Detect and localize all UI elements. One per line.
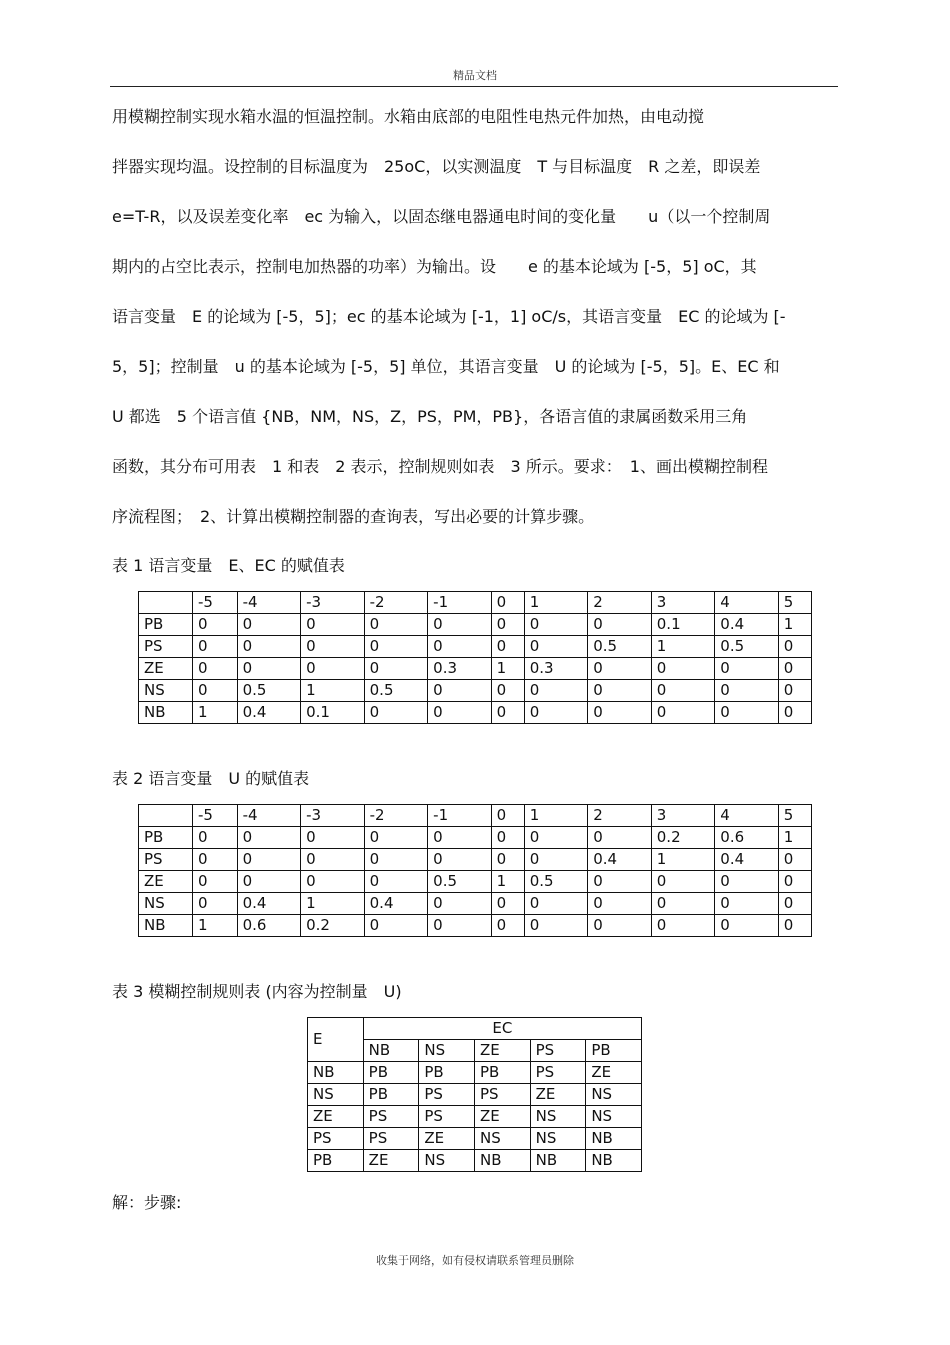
paragraph-line: e=T-R，以及误差变化率 ec 为输入，以固态继电器通电时间的变化量 u（以一个控制周 [112,207,771,226]
row-label: ZE [139,871,193,893]
table-cell: 0 [778,849,811,871]
table3-fuzzy-rules [307,1017,642,1172]
column-header: 0 [491,805,524,827]
column-header: 4 [715,592,779,614]
e-row-label: ZE [308,1106,364,1128]
solution-label: 解：步骤: [112,1193,182,1212]
column-header: -4 [237,592,301,614]
table-cell: 0.5 [237,680,301,702]
table-cell: 1 [301,893,365,915]
rule-cell: NS [530,1106,586,1128]
rule-cell: ZE [419,1128,475,1150]
table-cell: 0.4 [237,893,301,915]
table-cell: 0.2 [301,915,365,937]
table-cell: 0 [524,636,588,658]
table-row [139,658,812,680]
table-cell: 0.5 [715,636,779,658]
table-row [139,849,812,871]
table-cell: 0 [778,871,811,893]
column-header: -1 [428,592,492,614]
table-cell: 0 [193,827,238,849]
table-cell: 0 [237,658,301,680]
rule-cell: NB [474,1150,530,1172]
table-cell: 0 [715,680,779,702]
table-cell: 0 [778,680,811,702]
column-header: 2 [588,805,652,827]
table-cell: 0 [651,702,715,724]
rule-row [308,1084,642,1106]
table-cell: 0.4 [715,614,779,636]
table-cell: 0 [588,702,652,724]
table-row [139,614,812,636]
table-cell: 0 [193,614,238,636]
table-cell: 0 [491,893,524,915]
rule-cell: PS [530,1062,586,1084]
table-cell: 0 [588,915,652,937]
column-header: -5 [193,592,238,614]
table-cell: 0 [428,849,492,871]
table1-membership-e-ec [138,591,812,724]
table-cell: 0 [778,893,811,915]
table-cell: 0 [491,614,524,636]
column-header: 3 [651,805,715,827]
rule-cell: PB [363,1084,419,1106]
rule-cell: NS [586,1106,642,1128]
table-cell: 0 [301,636,365,658]
paragraph-line: 序流程图； 2、计算出模糊控制器的查询表，写出必要的计算步骤。 [112,507,595,526]
column-header: -5 [193,805,238,827]
column-header: 1 [524,805,588,827]
table-cell: 0.1 [301,702,365,724]
table-cell: 1 [193,915,238,937]
table-cell: 1 [778,614,811,636]
rule-cell: PS [363,1128,419,1150]
rule-cell: NS [474,1128,530,1150]
table-cell: 0 [524,915,588,937]
paragraph-line: 语言变量 E 的论域为 [-5，5]；ec 的基本论域为 [-1，1] oC/s，其语言变量 EC 的论域为 [- [112,307,786,326]
table1-caption: 表 1 语言变量 E、EC 的赋值表 [112,556,345,575]
column-header: -2 [364,592,428,614]
table-cell: 0 [301,849,365,871]
table-cell: 0.1 [651,614,715,636]
rule-cell: ZE [530,1084,586,1106]
table-cell: 0 [364,702,428,724]
column-header: 5 [778,805,811,827]
table-cell: 0 [428,614,492,636]
table-cell: 0 [588,658,652,680]
header-rule [110,86,838,87]
table-cell: 0 [428,636,492,658]
table-row [139,915,812,937]
column-header [139,592,193,614]
table-cell: 0 [778,636,811,658]
table-cell: 0 [715,871,779,893]
table-cell: 0.2 [651,827,715,849]
table-cell: 0 [588,827,652,849]
rule-cell: PS [419,1106,475,1128]
table-cell: 0 [237,827,301,849]
table-cell: 0.4 [237,702,301,724]
table-cell: 0 [524,680,588,702]
table-cell: 0 [301,658,365,680]
rule-cell: ZE [474,1106,530,1128]
e-row-label: PS [308,1128,364,1150]
row-label: NB [139,702,193,724]
table-cell: 0 [588,614,652,636]
table-cell: 0 [237,849,301,871]
page-header: 精品文档 [453,69,497,82]
table-row [139,827,812,849]
table-header-row [139,592,812,614]
table-cell: 0.5 [524,871,588,893]
table-cell: 1 [301,680,365,702]
rule-cell: NS [530,1128,586,1150]
column-header: -3 [301,592,365,614]
table-cell: 0.4 [715,849,779,871]
row-label: NS [139,680,193,702]
table-cell: 0 [651,871,715,893]
table-cell: 0 [524,827,588,849]
column-header: 1 [524,592,588,614]
table3-e-header: E [308,1018,364,1062]
column-header: 2 [588,592,652,614]
table-cell: 0 [715,915,779,937]
rule-row [308,1128,642,1150]
table-cell: 0.6 [237,915,301,937]
table-cell: 0 [491,636,524,658]
paragraph-line: 拌器实现均温。设控制的目标温度为 25oC，以实测温度 T 与目标温度 R 之差，即误差 [112,157,761,176]
table-row [139,871,812,893]
table-cell: 0 [428,702,492,724]
table3-header-row [308,1018,642,1040]
rule-cell: PB [363,1062,419,1084]
ec-column-header: PS [530,1040,586,1062]
ec-column-header: NS [419,1040,475,1062]
ec-column-header: PB [586,1040,642,1062]
table-cell: 1 [193,702,238,724]
table-cell: 0.4 [588,849,652,871]
paragraph-line: U 都选 5 个语言值 {NB，NM，NS，Z，PS，PM，PB}，各语言值的隶属函数采用三角 [112,407,748,426]
table-cell: 0 [491,680,524,702]
table-cell: 0 [524,702,588,724]
table-cell: 0 [364,636,428,658]
table-cell: 0.5 [588,636,652,658]
page-footer: 收集于网络，如有侵权请联系管理员删除 [376,1254,574,1267]
table-cell: 0 [491,849,524,871]
column-header: -3 [301,805,365,827]
table-row [139,680,812,702]
table-cell: 0 [715,893,779,915]
table-cell: 0 [364,658,428,680]
e-row-label: NB [308,1062,364,1084]
column-header: 3 [651,592,715,614]
table-cell: 0 [237,614,301,636]
table-cell: 1 [651,849,715,871]
table-cell: 0 [237,636,301,658]
table-cell: 0 [778,915,811,937]
table-cell: 0 [301,871,365,893]
row-label: PS [139,849,193,871]
row-label: PB [139,827,193,849]
table-cell: 0 [524,849,588,871]
table-cell: 0 [428,893,492,915]
table-cell: 0 [193,893,238,915]
table-cell: 0 [491,915,524,937]
rule-cell: NB [586,1150,642,1172]
column-header: -4 [237,805,301,827]
table-cell: 0 [364,849,428,871]
table-cell: 0 [715,702,779,724]
table-cell: 0 [651,658,715,680]
table-cell: 0 [193,871,238,893]
table3-caption: 表 3 模糊控制规则表 (内容为控制量 U) [112,982,402,1001]
table-cell: 0 [651,893,715,915]
table-row [139,893,812,915]
table-cell: 0 [428,827,492,849]
table-cell: 0 [193,849,238,871]
table-row [139,636,812,658]
table-cell: 0 [364,915,428,937]
table2-caption: 表 2 语言变量 U 的赋值表 [112,769,310,788]
e-row-label: NS [308,1084,364,1106]
table-cell: 0 [301,614,365,636]
ec-column-header: ZE [474,1040,530,1062]
table-header-row [139,805,812,827]
ec-column-header: NB [363,1040,419,1062]
table-cell: 0 [491,702,524,724]
rule-cell: NB [586,1128,642,1150]
paragraph-line: 5，5]；控制量 u 的基本论域为 [-5，5] 单位，其语言变量 U 的论域为 [-5，5]。E、EC 和 [112,357,780,376]
table-cell: 0 [237,871,301,893]
table-cell: 1 [778,827,811,849]
row-label: PB [139,614,193,636]
row-label: PS [139,636,193,658]
rule-cell: ZE [586,1062,642,1084]
column-header: 5 [778,592,811,614]
rule-cell: PB [474,1062,530,1084]
table-cell: 0.6 [715,827,779,849]
table-cell: 1 [491,871,524,893]
table-cell: 0 [364,614,428,636]
rule-cell: NS [419,1150,475,1172]
column-header: -2 [364,805,428,827]
table-cell: 0.3 [428,658,492,680]
table-cell: 0 [301,827,365,849]
table-cell: 0 [588,871,652,893]
paragraph-line: 用模糊控制实现水箱水温的恒温控制。水箱由底部的电阻性电热元件加热，由电动搅 [112,107,705,126]
table-cell: 0 [588,680,652,702]
table-cell: 0.3 [524,658,588,680]
table-cell: 0 [193,636,238,658]
table-cell: 0 [778,658,811,680]
table-cell: 0 [651,680,715,702]
paragraph-line: 函数，其分布可用表 1 和表 2 表示，控制规则如表 3 所示。要求： 1、画出模糊控制程 [112,457,768,476]
paragraph-line: 期内的占空比表示，控制电加热器的功率）为输出。设 e 的基本论域为 [-5，5] oC，其 [112,257,757,276]
table-cell: 0 [491,827,524,849]
table-cell: 0.5 [428,871,492,893]
table-row [139,702,812,724]
column-header [139,805,193,827]
table-cell: 0 [193,680,238,702]
table-cell: 0 [364,827,428,849]
rule-cell: NS [586,1084,642,1106]
table3-ec-header: EC [363,1018,641,1040]
rule-cell: PS [363,1106,419,1128]
table-cell: 0 [193,658,238,680]
rule-cell: ZE [363,1150,419,1172]
column-header: 4 [715,805,779,827]
table-cell: 0 [651,915,715,937]
column-header: 0 [491,592,524,614]
table-cell: 0 [364,871,428,893]
table-cell: 0 [428,680,492,702]
rule-row [308,1106,642,1128]
table-cell: 0 [778,702,811,724]
table-cell: 0 [588,893,652,915]
rule-row [308,1150,642,1172]
rule-row [308,1062,642,1084]
table2-membership-u [138,804,812,937]
rule-cell: PB [419,1062,475,1084]
rule-cell: NB [530,1150,586,1172]
rule-cell: PS [474,1084,530,1106]
table-cell: 1 [491,658,524,680]
row-label: ZE [139,658,193,680]
row-label: NS [139,893,193,915]
column-header: -1 [428,805,492,827]
rule-cell: PS [419,1084,475,1106]
e-row-label: PB [308,1150,364,1172]
table-cell: 0 [524,893,588,915]
table-cell: 1 [651,636,715,658]
table-cell: 0 [524,614,588,636]
table-cell: 0 [428,915,492,937]
table-cell: 0 [715,658,779,680]
table-cell: 0.5 [364,680,428,702]
table-cell: 0.4 [364,893,428,915]
row-label: NB [139,915,193,937]
